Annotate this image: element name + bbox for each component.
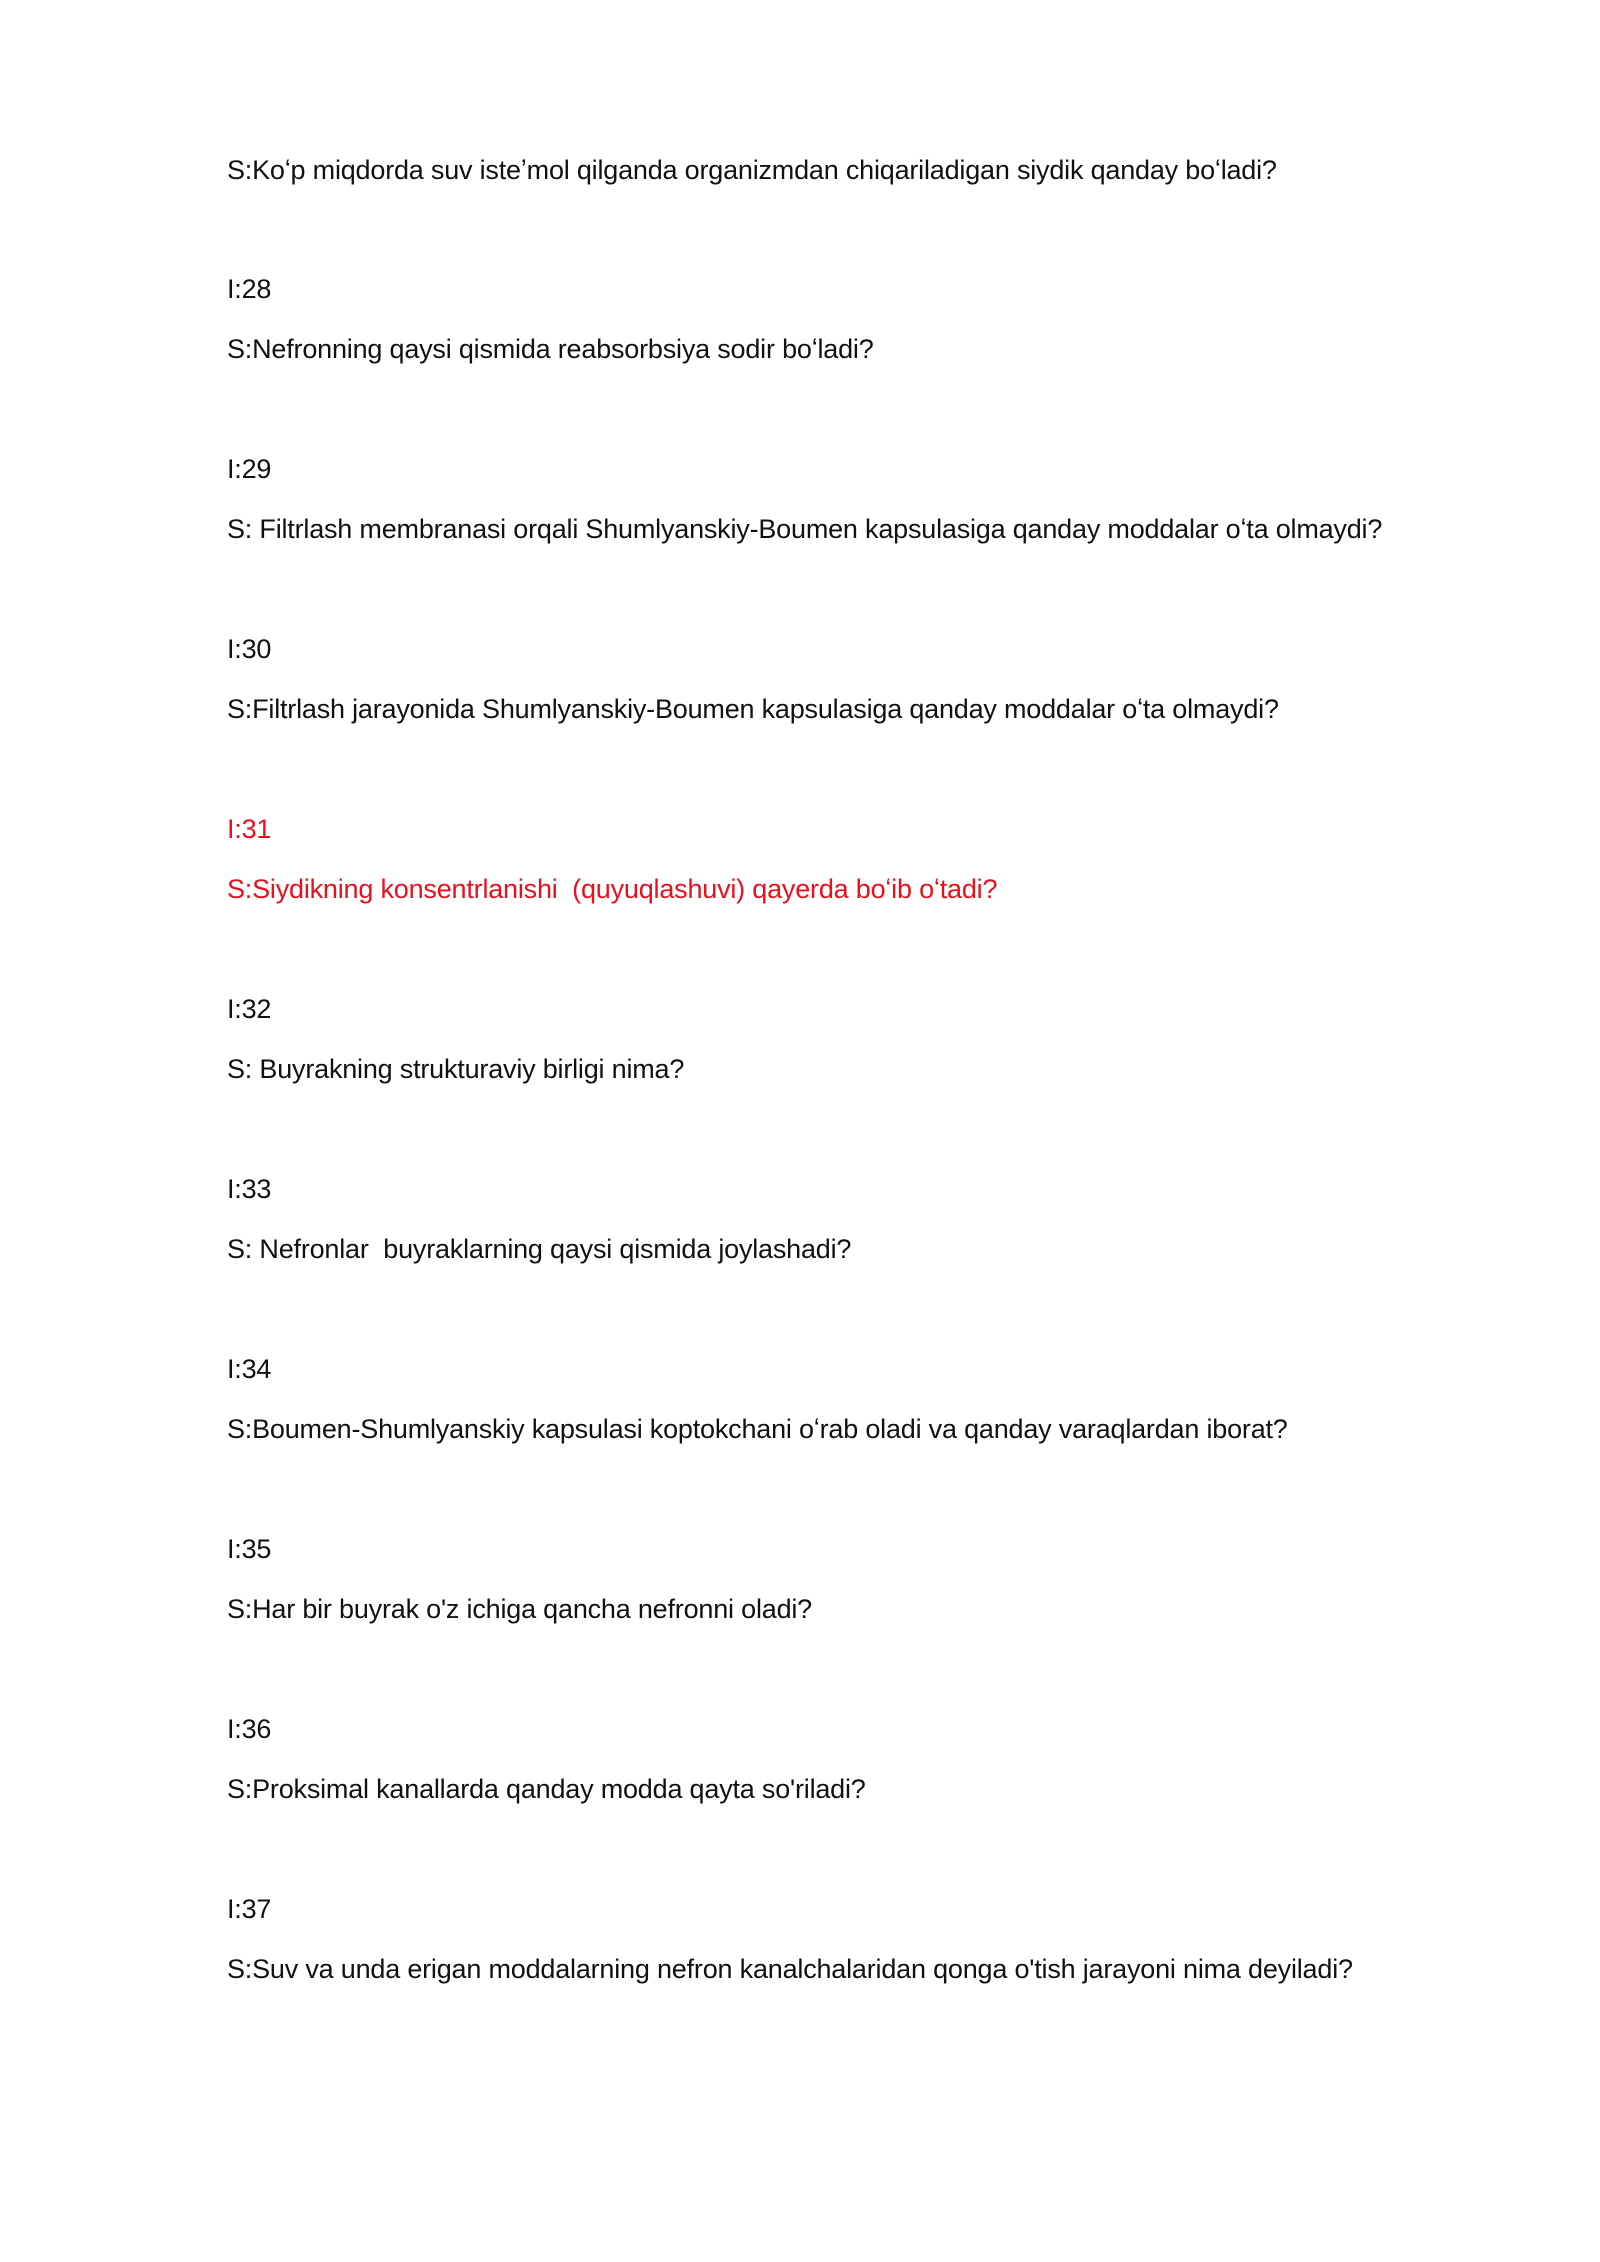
question-text-30: S:Filtrlash jarayonida Shumlyanskiy-Boumen kapsulasiga qanday moddalar oʻta olmaydi? bbox=[227, 694, 1279, 724]
question-number-34: I:34 bbox=[227, 1354, 272, 1384]
question-number-37: I:37 bbox=[227, 1894, 272, 1924]
question-text-34: S:Boumen-Shumlyanskiy kapsulasi koptokchani oʻrab oladi va qanday varaqlardan iborat? bbox=[227, 1414, 1288, 1444]
question-number-32: I:32 bbox=[227, 994, 272, 1024]
question-text-37: S:Suv va unda erigan moddalarning nefron kanalchalaridan qonga o'tish jarayoni nima deyiladi? bbox=[227, 1954, 1353, 1984]
question-text-36: S:Proksimal kanallarda qanday modda qayta so'riladi? bbox=[227, 1774, 866, 1804]
question-text-28: S:Nefronning qaysi qismida reabsorbsiya sodir boʻladi? bbox=[227, 334, 874, 364]
question-number-31: I:31 bbox=[227, 814, 272, 844]
question-number-30: I:30 bbox=[227, 634, 272, 664]
question-number-33: I:33 bbox=[227, 1174, 272, 1204]
question-text-33: S: Nefronlar buyraklarning qaysi qismida joylashadi? bbox=[227, 1234, 852, 1264]
question-text-35: S:Har bir buyrak o'z ichiga qancha nefronni oladi? bbox=[227, 1594, 813, 1624]
question-number-29: I:29 bbox=[227, 454, 272, 484]
question-text-top: S:Koʻp miqdorda suv isteʼmol qilganda organizmdan chiqariladigan siydik qanday boʻladi? bbox=[227, 155, 1277, 185]
question-number-28: I:28 bbox=[227, 274, 272, 304]
question-number-36: I:36 bbox=[227, 1714, 272, 1744]
question-text-32: S: Buyrakning strukturaviy birligi nima? bbox=[227, 1054, 685, 1084]
question-number-35: I:35 bbox=[227, 1534, 272, 1564]
question-text-29: S: Filtrlash membranasi orqali Shumlyanskiy-Boumen kapsulasiga qanday moddalar oʻta olmaydi? bbox=[227, 514, 1383, 544]
question-text-31: S:Siydikning konsentrlanishi (quyuqlashuvi) qayerda boʻib oʻtadi? bbox=[227, 874, 998, 904]
